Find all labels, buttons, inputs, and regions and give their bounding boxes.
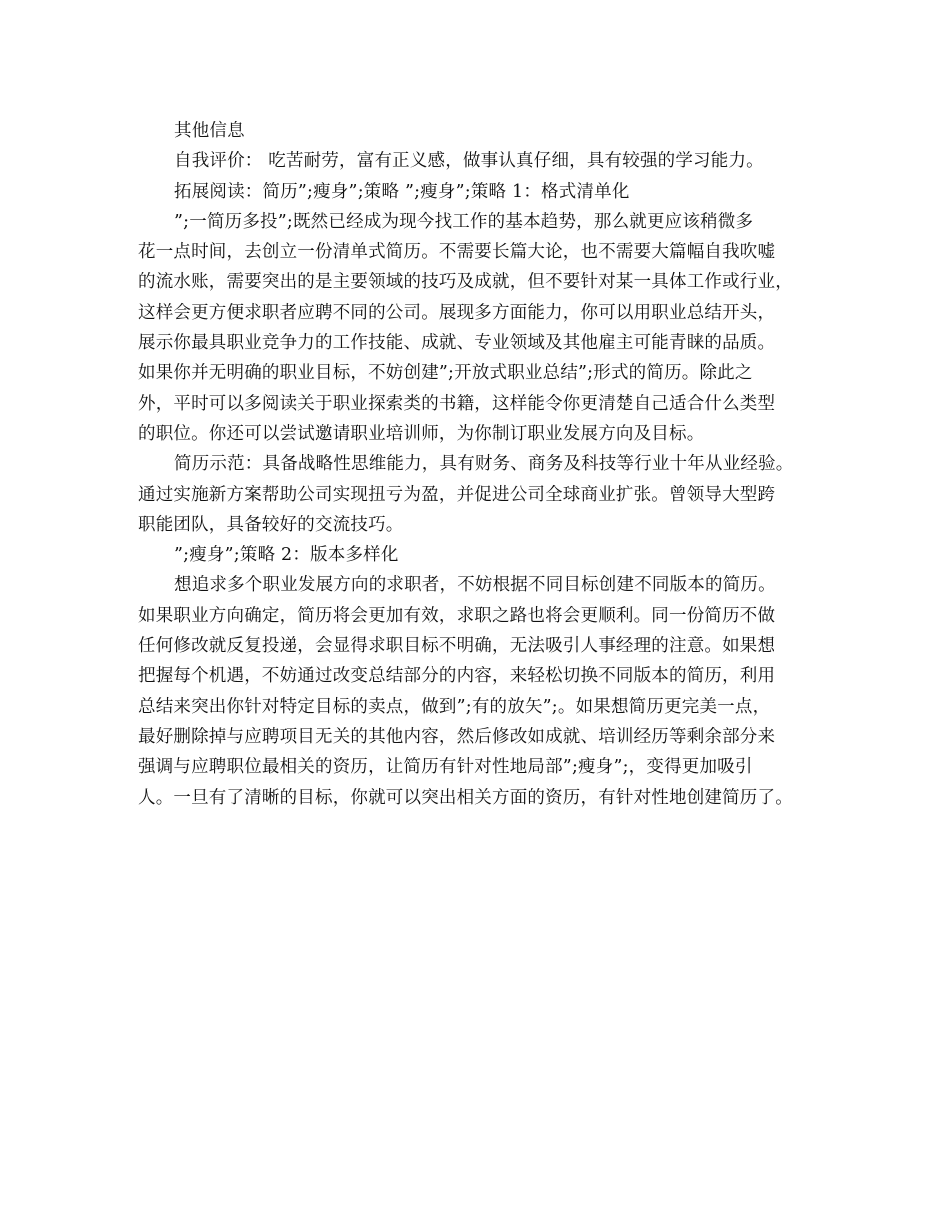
text-line: 外，平时可以多阅读关于职业探索类的书籍，这样能令你更清楚自己适合什么类型 xyxy=(138,393,776,414)
text-line: 展示你最具职业竞争力的工作技能、成就、专业领域及其他雇主可能青睐的品质。 xyxy=(138,333,776,354)
text-line: ”;瘦身”;策略 2：版本多样化 xyxy=(174,545,399,566)
text-line: 把握每个机遇，不妨通过改变总结部分的内容，来轻松切换不同版本的简历，利用 xyxy=(138,666,776,687)
text-line: 最好删除掉与应聘项目无关的其他内容，然后修改如成就、培训经历等剩余部分来 xyxy=(138,726,776,747)
text-line: 想追求多个职业发展方向的求职者，不妨根据不同目标创建不同版本的简历。 xyxy=(174,575,776,596)
text-line: 通过实施新方案帮助公司实现扭亏为盈，并促进公司全球商业扩张。曾领导大型跨 xyxy=(138,484,776,505)
text-line: 强调与应聘职位最相关的资历，让简历有针对性地局部”;瘦身”;，变得更加吸引 xyxy=(138,757,753,778)
text-line: 人。一旦有了清晰的目标，你就可以突出相关方面的资历，有针对性地创建简历了。 xyxy=(138,787,793,808)
document-body xyxy=(138,116,828,813)
text-line: 自我评价： 吃苦耐劳，富有正义感，做事认真仔细，具有较强的学习能力。 xyxy=(174,151,764,172)
text-line: 如果你并无明确的职业目标，不妨创建”;开放式职业总结”;形式的简历。除此之 xyxy=(138,363,753,384)
text-line: 职能团队，具备较好的交流技巧。 xyxy=(138,514,404,535)
text-line: 这样会更方便求职者应聘不同的公司。展现多方面能力，你可以用职业总结开头， xyxy=(138,302,776,323)
text-line: 任何修改就反复投递，会显得求职目标不明确，无法吸引人事经理的注意。如果想 xyxy=(138,636,776,657)
text-line: 总结来突出你针对特定目标的卖点，做到”;有的放矢”;。如果想简历更完美一点， xyxy=(138,696,771,717)
text-line: 的职位。你还可以尝试邀请职业培训师，为你制订职业发展方向及目标。 xyxy=(138,423,705,444)
text-line: 如果职业方向确定，简历将会更加有效，求职之路也将会更顺利。同一份简历不做 xyxy=(138,605,776,626)
text-line: 其他信息 xyxy=(174,121,245,141)
text-line: 拓展阅读：简历”;瘦身”;策略 ”;瘦身”;策略 1：格式清单化 xyxy=(174,181,630,202)
text-line: ”;一简历多投”;既然已经成为现今找工作的基本趋势，那么就更应该稍微多 xyxy=(174,211,754,232)
text-line: 花一点时间，去创立一份清单式简历。不需要长篇大论，也不需要大篇幅自我吹嘘 xyxy=(138,242,776,263)
text-line: 简历示范：具备战略性思维能力，具有财务、商务及科技等行业十年从业经验。 xyxy=(174,454,794,475)
text-line: 的流水账，需要突出的是主要领域的技巧及成就，但不要针对某一具体工作或行业， xyxy=(138,272,793,293)
